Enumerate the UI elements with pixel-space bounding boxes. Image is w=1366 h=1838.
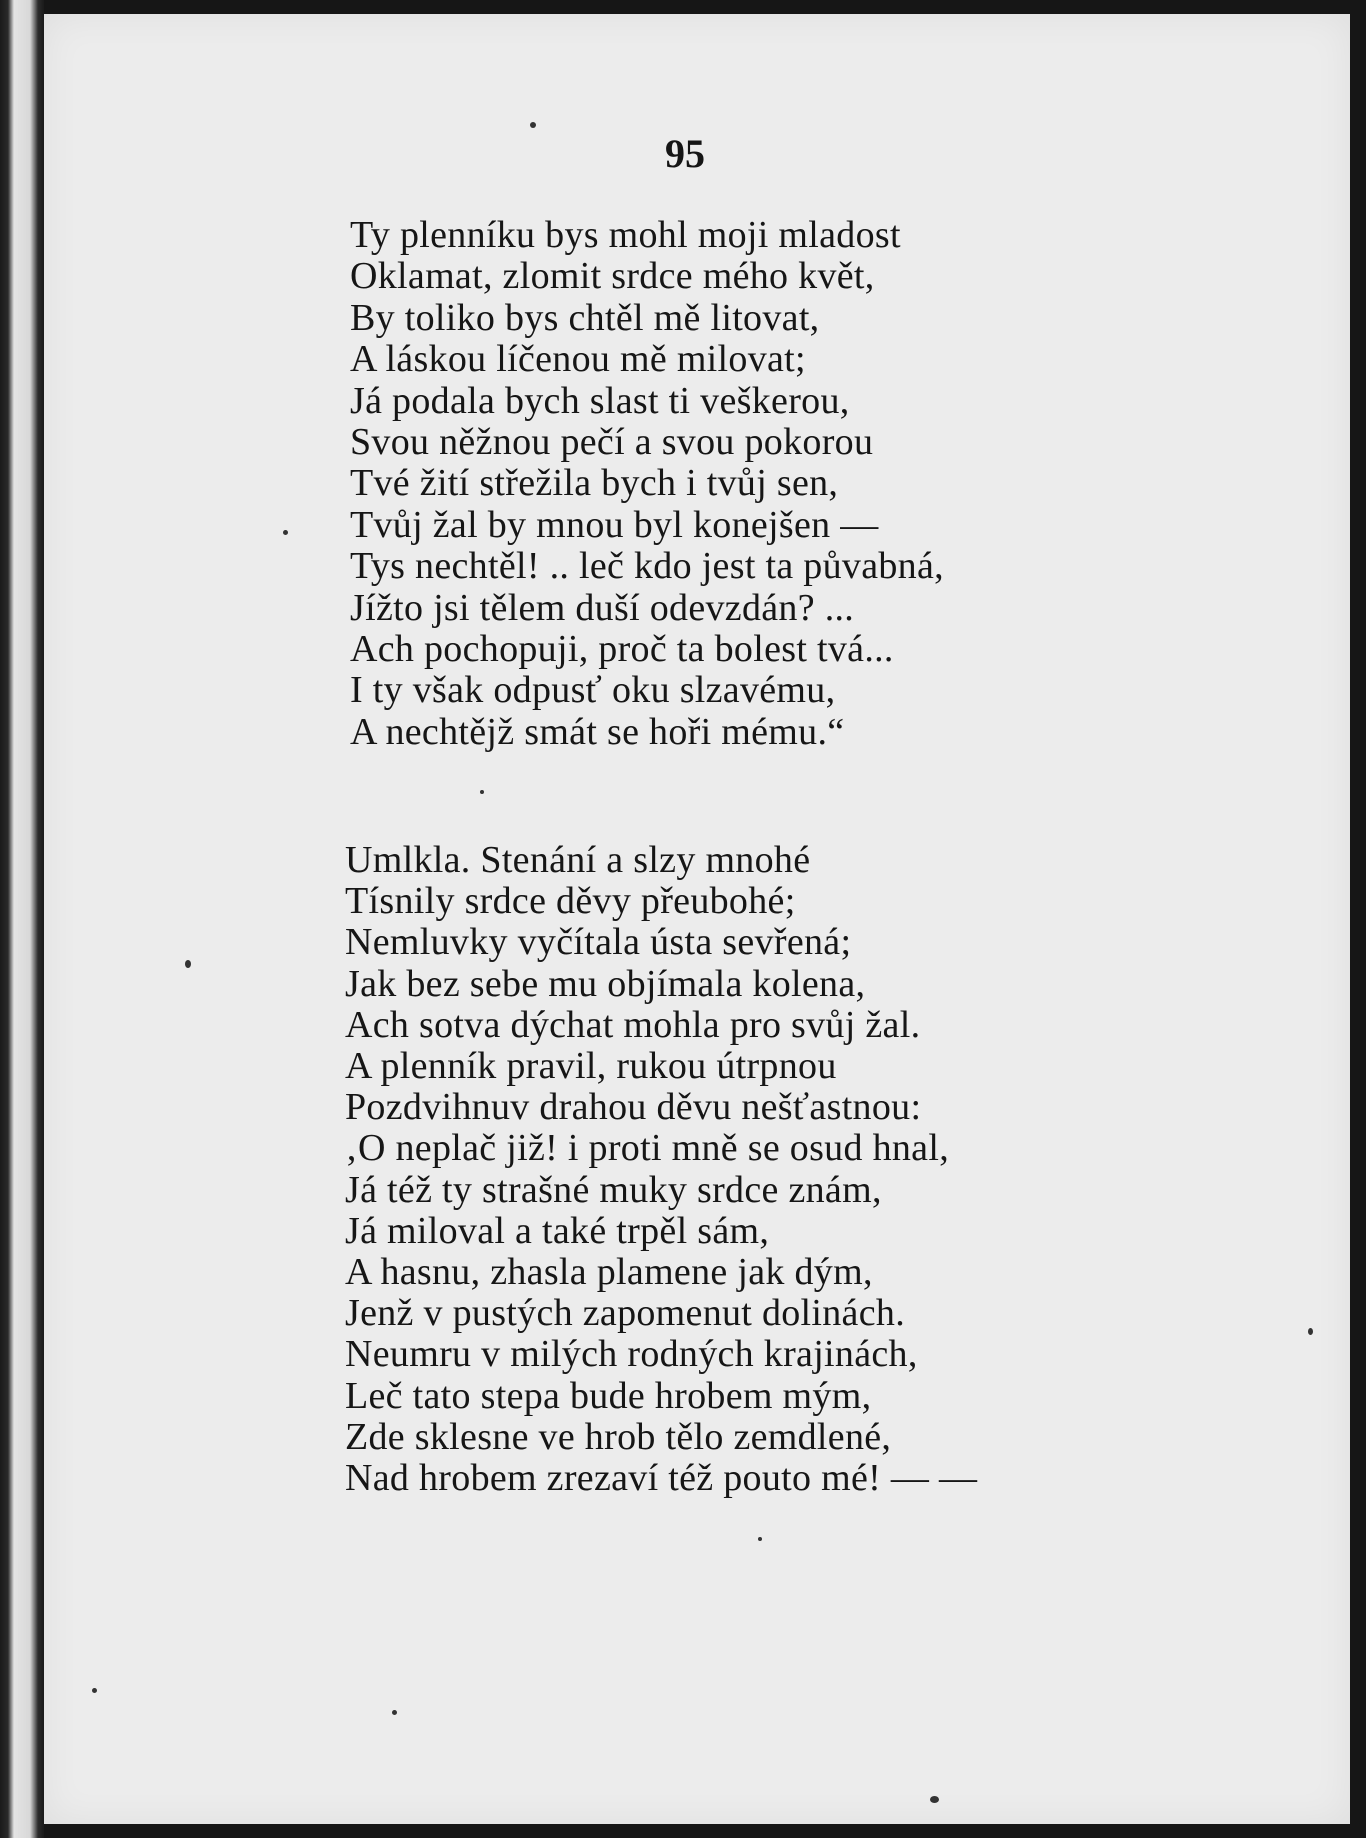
verse-line: Nemluvky vyčítala ústa sevřená; <box>345 921 852 964</box>
verse-line: ‚O neplač již! i proti mně se osud hnal, <box>345 1127 950 1170</box>
ink-speck <box>480 790 484 794</box>
verse-line: Tísnily srdce děvy přeubohé; <box>345 880 796 923</box>
verse-line: Tys nechtěl! .. leč kdo jest ta půvabná, <box>350 545 944 588</box>
stanza-2 <box>345 840 977 1499</box>
verse-line: Svou něžnou pečí a svou pokorou <box>350 421 874 464</box>
verse-line: Tvůj žal by mnou byl konejšen — <box>350 503 879 546</box>
verse-line: A láskou líčenou mě milovat; <box>350 338 806 381</box>
verse-line: By toliko bys chtěl mě litovat, <box>350 296 820 339</box>
ink-speck <box>92 1688 97 1693</box>
verse-line: Jížto jsi tělem duší odevzdán? ... <box>350 586 855 629</box>
verse-line: Ach sotva dýchat mohla pro svůj žal. <box>345 1003 921 1046</box>
verse-line: Tvé žití střežila bych i tvůj sen, <box>350 462 839 505</box>
verse-line: Ach pochopuji, proč ta bolest tvá... <box>350 628 894 671</box>
verse-line: Já též ty strašné muky srdce znám, <box>345 1168 882 1211</box>
ink-speck <box>1308 1328 1313 1335</box>
verse-line: Pozdvihnuv drahou děvu nešťastnou: <box>345 1086 922 1129</box>
verse-line: A plenník pravil, rukou útrpnou <box>345 1045 837 1088</box>
verse-line: Já miloval a také trpěl sám, <box>345 1209 770 1252</box>
verse-line: Oklamat, zlomit srdce mého květ, <box>350 255 875 298</box>
book-spine-edge <box>0 0 44 1838</box>
verse-line: Nad hrobem zrezaví též pouto mé! — — <box>345 1457 978 1500</box>
verse-line: Neumru v milých rodných krajinách, <box>345 1333 918 1376</box>
verse-line: Leč tato stepa bude hrobem mým, <box>345 1374 872 1417</box>
verse-line: A hasnu, zhasla plamene jak dým, <box>345 1251 873 1294</box>
ink-speck <box>185 960 191 968</box>
verse-line: Jak bez sebe mu objímala kolena, <box>345 962 866 1005</box>
page-number: 95 <box>665 131 705 176</box>
verse-line: Jenž v pustých zapomenut dolinách. <box>345 1292 905 1335</box>
verse-line: A nechtějž smát se hoři mému.“ <box>350 710 845 753</box>
ink-speck <box>392 1710 397 1715</box>
verse-line: Umlkla. Stenání a slzy mnohé <box>345 839 811 881</box>
ink-speck <box>930 1796 939 1803</box>
ink-speck <box>758 1537 762 1541</box>
verse-line: I ty však odpusť oku slzavému, <box>350 669 836 712</box>
verse-line: Já podala bych slast ti veškerou, <box>350 379 850 422</box>
ink-speck <box>283 530 288 535</box>
verse-line: Ty plenníku bys mohl moji mladost <box>350 214 901 256</box>
stanza-1 <box>350 215 944 753</box>
ink-speck <box>530 122 536 128</box>
verse-line: Zde sklesne ve hrob tělo zemdlené, <box>345 1415 892 1458</box>
